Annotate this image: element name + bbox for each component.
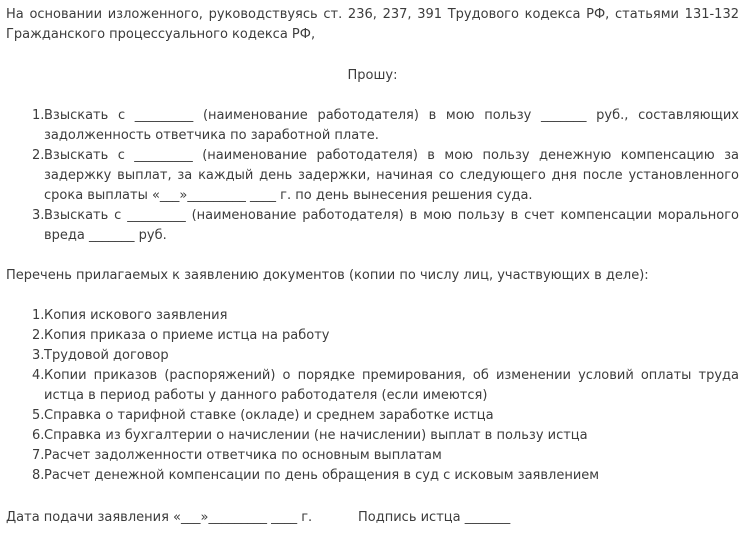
list-item-text: Расчет задолженности ответчика по основным выплатам	[44, 448, 442, 463]
list-item-number: 8.	[32, 468, 45, 483]
list-item-text: Справка из бухгалтерии о начислении (не начислении) выплат в пользу истца	[44, 428, 588, 443]
list-item-number: 3.	[32, 348, 45, 363]
list-item	[6, 346, 739, 366]
list-item	[6, 426, 739, 446]
intro-paragraph: На основании изложенного, руководствуясь ст. 236, 237, 391 Трудового кодекса РФ, статьями 131-132 Гражданского процессуального кодекса РФ,	[6, 7, 739, 42]
footer-line	[6, 508, 739, 528]
list-item-text: Взыскать с _________ (наименование работодателя) в мою пользу в счет компенсации морального вреда _______ руб.	[44, 208, 739, 243]
list-item-number: 4.	[32, 368, 45, 383]
list-item	[6, 206, 739, 246]
list-item	[6, 366, 739, 406]
list-item-number: 1.	[32, 308, 45, 323]
list-item	[6, 406, 739, 426]
documents-heading: Перечень прилагаемых к заявлению документов (копии по числу лиц, участвующих в деле):	[6, 268, 649, 283]
list-item-number: 3.	[32, 208, 45, 223]
requests-list	[6, 106, 739, 246]
plaintiff-signature: Подпись истца _______	[358, 510, 511, 525]
list-item-text: Копия искового заявления	[44, 308, 228, 323]
list-item	[6, 106, 739, 146]
list-item-number: 7.	[32, 448, 45, 463]
list-item-text: Расчет денежной компенсации по день обращения в суд с исковым заявлением	[44, 468, 600, 483]
list-item-text: Взыскать с _________ (наименование работодателя) в мою пользу _______ руб., составляющих задолженность ответчика по заработной плате.	[44, 108, 739, 143]
list-item-text: Взыскать с _________ (наименование работодателя) в мою пользу денежную компенсацию за задержку выплат, за каждый день задержки, начиная со следующего дня после установленного срока выплаты «___»_________ ____ г. по день вынесения решения суда.	[44, 148, 739, 203]
list-item-number: 6.	[32, 428, 45, 443]
list-item-text: Справка о тарифной ставке (окладе) и среднем заработке истца	[44, 408, 494, 423]
list-item-number: 1.	[32, 108, 45, 123]
list-item	[6, 146, 739, 206]
list-item-number: 2.	[32, 328, 45, 343]
request-heading: Прошу:	[347, 68, 398, 83]
list-item-text: Копии приказов (распоряжений) о порядке премирования, об изменении условий оплаты труда истца в период работы у данного работодателя (если имеются)	[44, 368, 739, 403]
list-item-text: Копия приказа о приеме истца на работу	[44, 328, 330, 343]
list-item-number: 5.	[32, 408, 45, 423]
list-item	[6, 446, 739, 466]
documents-list	[6, 306, 739, 486]
list-item	[6, 326, 739, 346]
list-item-text: Трудовой договор	[44, 348, 169, 363]
filing-date: Дата подачи заявления «___»_________ ____ г.	[6, 510, 313, 525]
list-item-number: 2.	[32, 148, 45, 163]
list-item	[6, 306, 739, 326]
list-item	[6, 466, 739, 486]
